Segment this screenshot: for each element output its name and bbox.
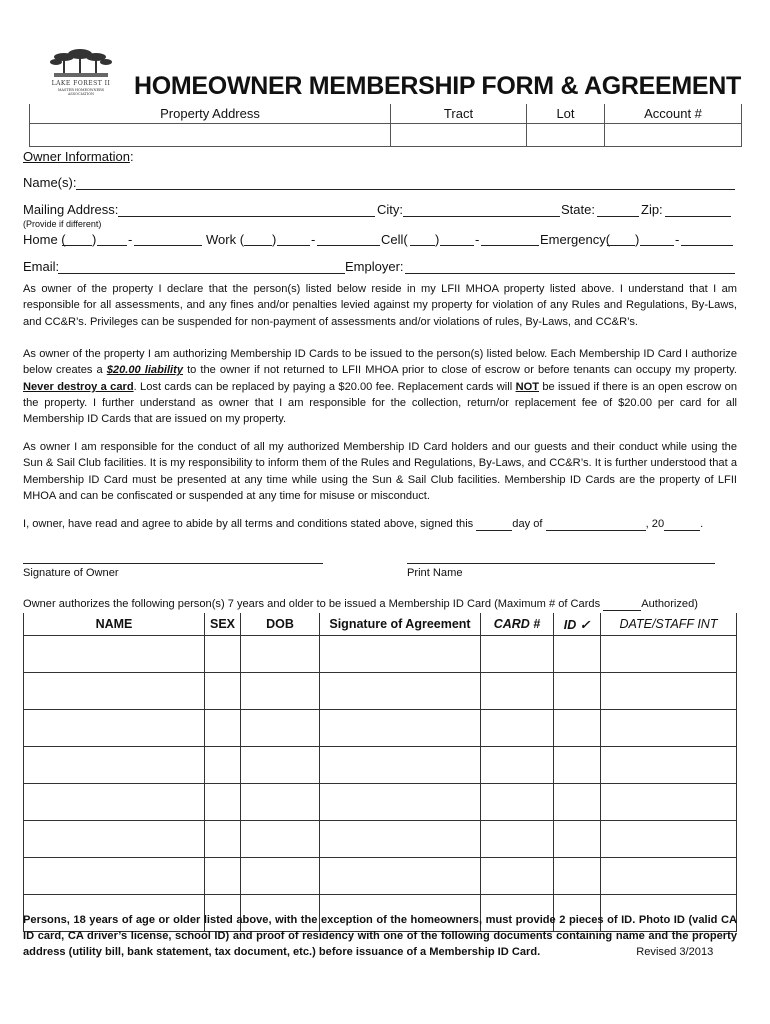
card-cell[interactable] xyxy=(481,784,554,821)
signed-month-field[interactable] xyxy=(546,518,646,531)
liability-amount: $20.00 liability xyxy=(106,364,183,377)
date-staff-cell[interactable] xyxy=(601,784,737,821)
home-prefix-field[interactable] xyxy=(97,245,127,246)
mailing-address-field[interactable] xyxy=(118,216,375,217)
email-field[interactable] xyxy=(58,273,345,274)
signature-cell[interactable] xyxy=(320,821,481,858)
sex-cell[interactable] xyxy=(205,636,241,673)
dob-cell[interactable] xyxy=(241,710,320,747)
table-row xyxy=(24,784,737,821)
names-label: Name(s): xyxy=(23,175,77,190)
table-row xyxy=(24,710,737,747)
dob-cell[interactable] xyxy=(241,747,320,784)
name-cell[interactable] xyxy=(24,673,205,710)
home-phone-label: Home ( xyxy=(23,232,66,247)
table-row xyxy=(24,747,737,784)
name-cell[interactable] xyxy=(24,858,205,895)
id-check-column-header: ID ✓ xyxy=(554,613,601,636)
cell-dash: - xyxy=(475,232,480,247)
signature-cell[interactable] xyxy=(320,636,481,673)
emergency-phone-label: Emergency( xyxy=(540,232,611,247)
employer-label: Employer: xyxy=(345,259,404,274)
work-prefix-field[interactable] xyxy=(277,245,310,246)
card-cell[interactable] xyxy=(481,858,554,895)
name-column-header: NAME xyxy=(24,613,205,636)
sex-column-header: SEX xyxy=(205,613,241,636)
page-title: HOMEOWNER MEMBERSHIP FORM & AGREEMENT xyxy=(134,72,741,100)
provide-if-different-note: (Provide if different) xyxy=(23,219,102,229)
date-staff-cell[interactable] xyxy=(601,821,737,858)
account-field[interactable] xyxy=(605,124,742,147)
members-table xyxy=(23,613,737,932)
id-cell[interactable] xyxy=(554,710,601,747)
association-logo xyxy=(46,46,116,98)
date-staff-cell[interactable] xyxy=(601,747,737,784)
max-cards-field[interactable] xyxy=(603,598,641,611)
sex-cell[interactable] xyxy=(205,747,241,784)
date-staff-cell[interactable] xyxy=(601,673,737,710)
never-destroy-notice: Never destroy a card xyxy=(23,380,134,393)
signature-cell[interactable] xyxy=(320,858,481,895)
not-emphasis: NOT xyxy=(515,380,539,393)
dob-column-header: DOB xyxy=(241,613,320,636)
id-card-authorization-paragraph: As owner of the property I am authorizing Membership ID Cards to be issued to the person(s) listed below. Each Membership ID Card I authorize below creates a $20.00 liability to the owner if not returned to LFII MHOA prior to close of escrow or before tenants can occupy my property. Never destroy a card. Lost cards can be replaced by paying a $20.00 fee. Replacement cards will NOT be issued if there is an open escrow on the property. I further understand as owner that I am responsible for the collection, return/or replacement fee of $20.00 per card for all Membership ID Cards that are issued on my property. xyxy=(23,348,737,426)
lot-field[interactable] xyxy=(527,124,605,147)
id-cell[interactable] xyxy=(554,673,601,710)
cell-area-field[interactable] xyxy=(410,245,435,246)
emergency-close-paren: ) xyxy=(635,232,640,247)
signature-column-header: Signature of Agreement xyxy=(320,613,481,636)
members-authorization-statement: Owner authorizes the following person(s) 7 years and older to be issued a Membership ID Card (Maximum # of Cards Authorized) xyxy=(23,598,698,610)
city-label: City: xyxy=(377,202,403,217)
card-cell[interactable] xyxy=(481,673,554,710)
print-name-field[interactable] xyxy=(407,563,715,564)
id-requirements-note: Persons, 18 years of age or older listed above, with the exception of the homeowners, must provide 2 pieces of ID. Photo ID (valid CA ID card, CA driver’s license, school ID) and proof of residency with one of the following documents containing name and the property address (utility bill, bank statement, tax document, etc.) before issuance of a Membership ID Card. Revised 3/2013 xyxy=(23,914,737,958)
signature-cell[interactable] xyxy=(320,673,481,710)
dob-cell[interactable] xyxy=(241,784,320,821)
revised-date: Revised 3/2013 xyxy=(636,946,714,958)
card-cell[interactable] xyxy=(481,821,554,858)
logo-subtext: MASTER HOMEOWNERS ASSOCIATION xyxy=(57,88,105,96)
table-row xyxy=(24,821,737,858)
names-field[interactable] xyxy=(76,189,735,190)
cell-number-field[interactable] xyxy=(481,245,539,246)
table-row xyxy=(24,673,737,710)
work-phone-label: Work ( xyxy=(206,232,245,247)
id-cell[interactable] xyxy=(554,784,601,821)
employer-field[interactable] xyxy=(405,273,735,274)
state-label: State: xyxy=(561,202,595,217)
emergency-number-field[interactable] xyxy=(681,245,733,246)
emergency-prefix-field[interactable] xyxy=(640,245,674,246)
work-dash: - xyxy=(311,232,316,247)
card-cell[interactable] xyxy=(481,636,554,673)
lot-header: Lot xyxy=(527,104,605,124)
dob-cell[interactable] xyxy=(241,858,320,895)
id-cell[interactable] xyxy=(554,747,601,784)
cell-prefix-field[interactable] xyxy=(440,245,474,246)
property-address-table xyxy=(29,104,742,147)
zip-label: Zip: xyxy=(641,202,663,217)
owner-info-heading: Owner Information: xyxy=(23,149,134,164)
sex-cell[interactable] xyxy=(205,858,241,895)
responsibility-paragraph: As owner of the property I declare that the person(s) listed below reside in my LFII MHOA property listed above. I understand that I am responsible for all assessments, and any fines and/or penalties levied against my property for violation of any Rules and Regulations, By-Laws, and CC&R’s. Privileges can be suspended for non-payment of assessments and/or violations of rules, By-Laws, and CC&R’s. xyxy=(23,283,737,328)
work-number-field[interactable] xyxy=(317,245,380,246)
card-number-column-header: CARD # xyxy=(481,613,554,636)
cell-close-paren: ) xyxy=(435,232,440,247)
work-close-paren: ) xyxy=(272,232,277,247)
sex-cell[interactable] xyxy=(205,710,241,747)
date-staff-cell[interactable] xyxy=(601,710,737,747)
table-row xyxy=(24,858,737,895)
emergency-dash: - xyxy=(675,232,680,247)
signature-cell[interactable] xyxy=(320,747,481,784)
card-cell[interactable] xyxy=(481,747,554,784)
owner-signature-field[interactable] xyxy=(23,563,323,564)
dob-cell[interactable] xyxy=(241,636,320,673)
account-header: Account # xyxy=(605,104,742,124)
id-cell[interactable] xyxy=(554,821,601,858)
id-cell[interactable] xyxy=(554,858,601,895)
state-field[interactable] xyxy=(597,216,639,217)
name-cell[interactable] xyxy=(24,636,205,673)
property-address-header: Property Address xyxy=(30,104,391,124)
signature-of-owner-label: Signature of Owner xyxy=(23,567,119,579)
home-number-field[interactable] xyxy=(134,245,202,246)
work-area-field[interactable] xyxy=(244,245,272,246)
signature-cell[interactable] xyxy=(320,710,481,747)
sex-cell[interactable] xyxy=(205,673,241,710)
logo-text: LAKE FOREST II xyxy=(51,80,111,87)
name-cell[interactable] xyxy=(24,710,205,747)
home-dash: - xyxy=(128,232,133,247)
cell-phone-label: Cell( xyxy=(381,232,408,247)
conduct-paragraph: As owner I am responsible for the conduct of all my authorized Membership ID Card holders and our guests and their conduct while using the Sun & Sail Club facilities. It is my responsibility to inform them of the Rules and Regulations, By-Laws, and CC&R’s. It is further understood that a Membership ID Card must be presented at any time while using the Sun & Sail Club facilities. Membership ID Cards are the property of LFII MHOA and can be confiscated or suspended at any time for misuse or misconduct. xyxy=(23,441,737,502)
dob-cell[interactable] xyxy=(241,821,320,858)
signature-cell[interactable] xyxy=(320,784,481,821)
dob-cell[interactable] xyxy=(241,673,320,710)
name-cell[interactable] xyxy=(24,784,205,821)
mailing-address-label: Mailing Address: xyxy=(23,202,119,217)
date-staff-cell[interactable] xyxy=(601,636,737,673)
sex-cell[interactable] xyxy=(205,784,241,821)
palm-trees-icon xyxy=(46,46,116,80)
print-name-label: Print Name xyxy=(407,567,463,579)
table-row xyxy=(24,636,737,673)
date-staff-column-header: DATE/STAFF INT xyxy=(601,613,737,636)
signed-year-field[interactable] xyxy=(664,518,700,531)
name-cell[interactable] xyxy=(24,747,205,784)
tract-header: Tract xyxy=(391,104,527,124)
name-cell[interactable] xyxy=(24,821,205,858)
city-field[interactable] xyxy=(403,216,560,217)
home-close-paren: ) xyxy=(92,232,97,247)
card-cell[interactable] xyxy=(481,710,554,747)
tract-field[interactable] xyxy=(391,124,527,147)
agreement-statement: I, owner, have read and agree to abide by all terms and conditions stated above, signed this day of , 20 . xyxy=(23,518,704,530)
signed-day-field[interactable] xyxy=(476,518,512,531)
date-staff-cell[interactable] xyxy=(601,858,737,895)
zip-field[interactable] xyxy=(665,216,731,217)
emergency-area-field[interactable] xyxy=(607,245,635,246)
sex-cell[interactable] xyxy=(205,821,241,858)
property-address-field[interactable] xyxy=(30,124,391,147)
home-area-field[interactable] xyxy=(62,245,92,246)
email-label: Email: xyxy=(23,259,60,274)
id-cell[interactable] xyxy=(554,636,601,673)
